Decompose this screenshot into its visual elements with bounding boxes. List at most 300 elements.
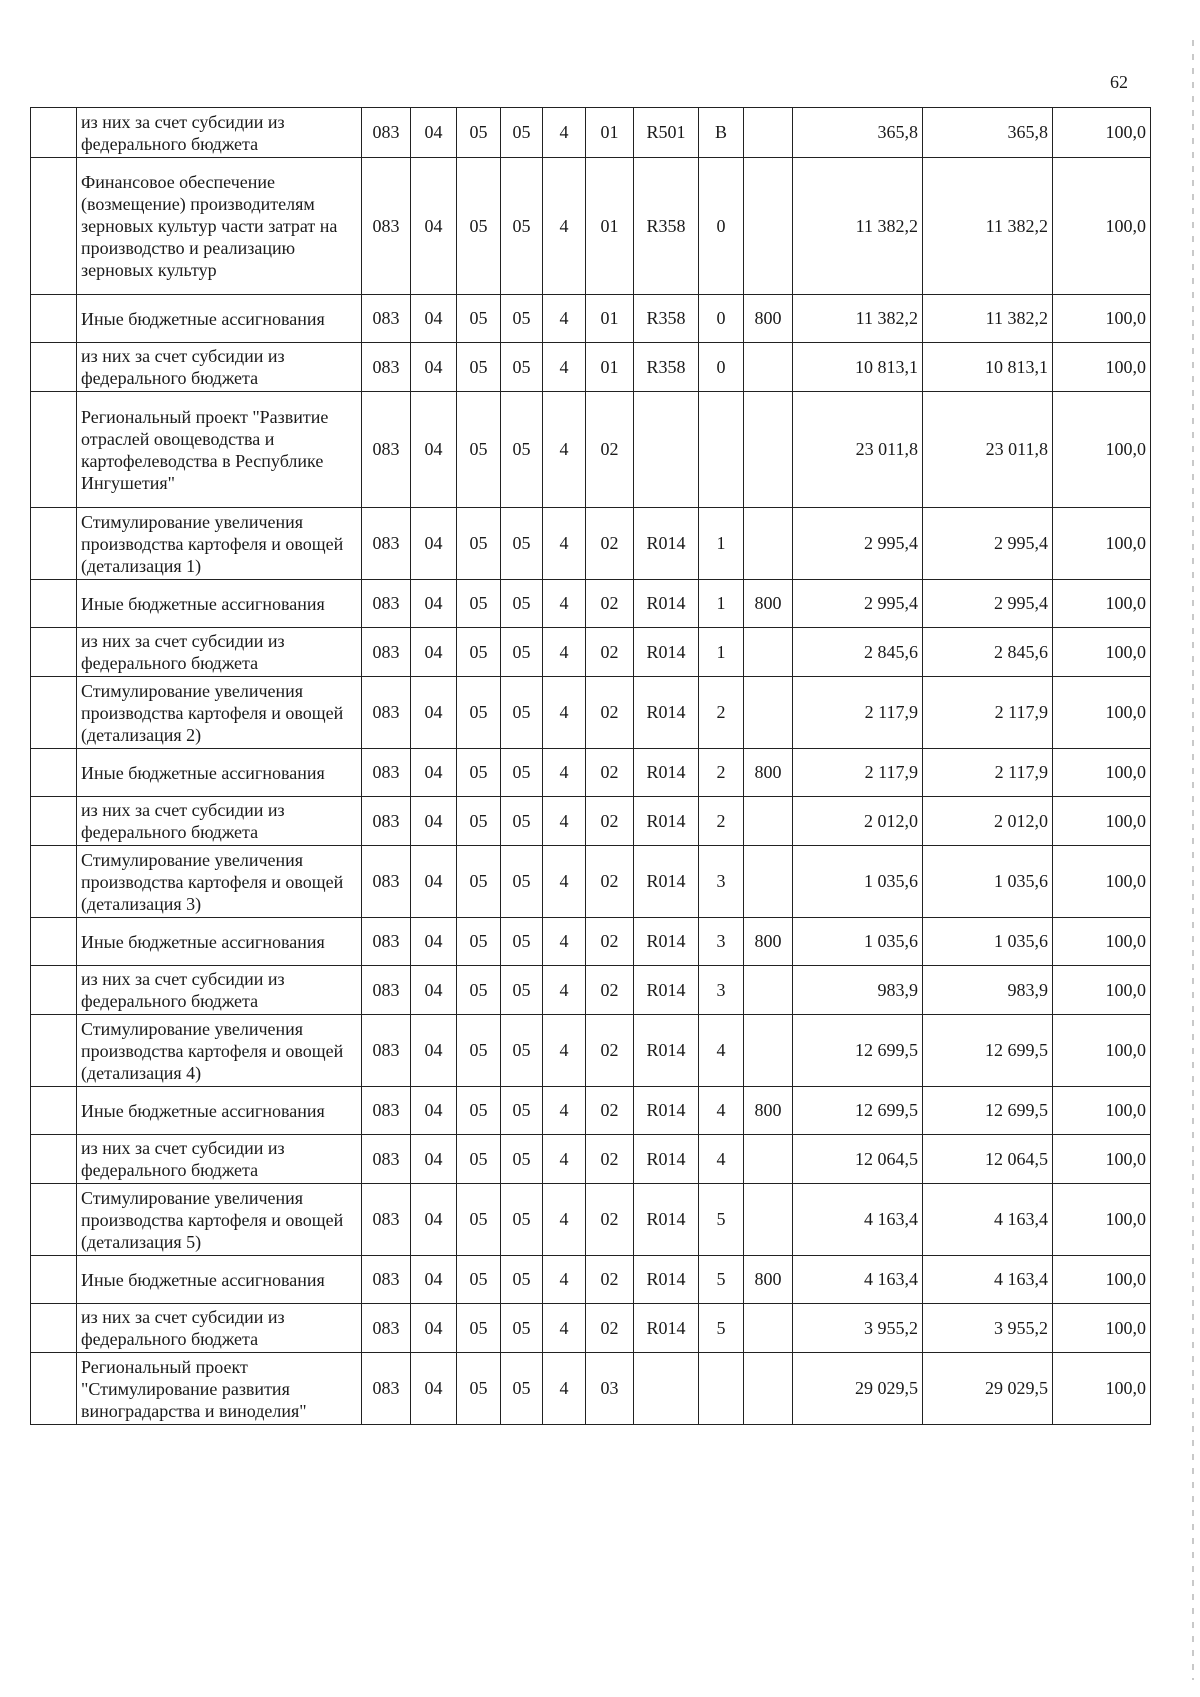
- row-percent-cell: 100,0: [1053, 918, 1151, 966]
- row-code-cell: 04: [411, 677, 457, 749]
- row-percent-cell: 100,0: [1053, 628, 1151, 677]
- row-code-cell: 02: [586, 749, 634, 797]
- row-code-cell: R014: [634, 749, 699, 797]
- row-code-cell: 02: [586, 846, 634, 918]
- row-plan-cell: 2 845,6: [793, 628, 923, 677]
- row-percent-cell: 100,0: [1053, 295, 1151, 343]
- row-code-cell: 02: [586, 1256, 634, 1304]
- row-code-cell: 02: [586, 1087, 634, 1135]
- row-code-cell: 04: [411, 1184, 457, 1256]
- row-code-cell: [744, 1015, 793, 1087]
- row-code-cell: 05: [457, 158, 501, 295]
- row-executed-cell: 2 117,9: [923, 677, 1053, 749]
- row-percent-cell: 100,0: [1053, 392, 1151, 508]
- table-row: [31, 628, 1151, 677]
- row-code-cell: R014: [634, 1184, 699, 1256]
- row-code-cell: R014: [634, 918, 699, 966]
- row-code-cell: 4: [543, 108, 586, 158]
- row-code-cell: [744, 158, 793, 295]
- row-code-cell: 05: [501, 580, 543, 628]
- row-code-cell: 03: [586, 1353, 634, 1425]
- table-row: [31, 797, 1151, 846]
- row-plan-cell: 2 995,4: [793, 580, 923, 628]
- table-row: [31, 966, 1151, 1015]
- row-plan-cell: 12 699,5: [793, 1087, 923, 1135]
- row-code-cell: 02: [586, 580, 634, 628]
- row-percent-cell: 100,0: [1053, 1256, 1151, 1304]
- row-code-cell: 05: [457, 749, 501, 797]
- row-blank-cell: [31, 1353, 77, 1425]
- row-code-cell: R358: [634, 295, 699, 343]
- row-blank-cell: [31, 158, 77, 295]
- row-executed-cell: 365,8: [923, 108, 1053, 158]
- row-code-cell: 800: [744, 749, 793, 797]
- row-executed-cell: 2 117,9: [923, 749, 1053, 797]
- row-code-cell: 05: [501, 1304, 543, 1353]
- row-name-cell: Стимулирование увеличения производства картофеля и овощей (детализация 5): [77, 1184, 362, 1256]
- row-code-cell: 05: [501, 918, 543, 966]
- row-code-cell: 4: [543, 392, 586, 508]
- row-blank-cell: [31, 1087, 77, 1135]
- row-code-cell: 2: [699, 749, 744, 797]
- row-code-cell: 02: [586, 966, 634, 1015]
- row-name-cell: из них за счет субсидии из федерального бюджета: [77, 628, 362, 677]
- row-executed-cell: 1 035,6: [923, 846, 1053, 918]
- row-code-cell: [744, 108, 793, 158]
- row-name-cell: Иные бюджетные ассигнования: [77, 918, 362, 966]
- row-blank-cell: [31, 846, 77, 918]
- row-code-cell: 083: [362, 508, 411, 580]
- row-code-cell: 04: [411, 158, 457, 295]
- row-code-cell: 0: [699, 158, 744, 295]
- row-name-cell: Финансовое обеспечение (возмещение) производителям зерновых культур части затрат на производство и реализацию зерновых культур: [77, 158, 362, 295]
- row-code-cell: 02: [586, 628, 634, 677]
- row-code-cell: 05: [457, 846, 501, 918]
- row-code-cell: 05: [457, 1184, 501, 1256]
- row-code-cell: R358: [634, 343, 699, 392]
- row-code-cell: 2: [699, 677, 744, 749]
- row-code-cell: 05: [457, 1135, 501, 1184]
- table-row: [31, 1304, 1151, 1353]
- row-code-cell: [699, 392, 744, 508]
- row-code-cell: R014: [634, 966, 699, 1015]
- row-blank-cell: [31, 295, 77, 343]
- row-code-cell: 083: [362, 918, 411, 966]
- row-code-cell: [744, 628, 793, 677]
- row-code-cell: 04: [411, 1256, 457, 1304]
- row-executed-cell: 11 382,2: [923, 158, 1053, 295]
- budget-table-body: [31, 108, 1151, 1425]
- row-code-cell: 083: [362, 158, 411, 295]
- row-code-cell: 04: [411, 1135, 457, 1184]
- row-executed-cell: 29 029,5: [923, 1353, 1053, 1425]
- row-code-cell: [744, 1135, 793, 1184]
- row-executed-cell: 3 955,2: [923, 1304, 1053, 1353]
- table-row: [31, 508, 1151, 580]
- row-code-cell: 800: [744, 295, 793, 343]
- row-code-cell: R014: [634, 846, 699, 918]
- row-code-cell: 05: [457, 797, 501, 846]
- row-code-cell: 02: [586, 392, 634, 508]
- row-name-cell: Иные бюджетные ассигнования: [77, 580, 362, 628]
- row-name-cell: из них за счет субсидии из федерального бюджета: [77, 966, 362, 1015]
- row-code-cell: 5: [699, 1256, 744, 1304]
- row-plan-cell: 365,8: [793, 108, 923, 158]
- row-blank-cell: [31, 508, 77, 580]
- row-name-cell: из них за счет субсидии из федерального бюджета: [77, 108, 362, 158]
- table-row: [31, 295, 1151, 343]
- row-executed-cell: 2 995,4: [923, 508, 1053, 580]
- row-code-cell: 4: [543, 1304, 586, 1353]
- row-percent-cell: 100,0: [1053, 1184, 1151, 1256]
- table-row: [31, 108, 1151, 158]
- row-name-cell: Иные бюджетные ассигнования: [77, 749, 362, 797]
- row-code-cell: 05: [457, 580, 501, 628]
- row-name-cell: Стимулирование увеличения производства картофеля и овощей (детализация 4): [77, 1015, 362, 1087]
- row-plan-cell: 983,9: [793, 966, 923, 1015]
- row-code-cell: 04: [411, 846, 457, 918]
- row-blank-cell: [31, 108, 77, 158]
- row-code-cell: [699, 1353, 744, 1425]
- row-name-cell: Иные бюджетные ассигнования: [77, 1256, 362, 1304]
- row-blank-cell: [31, 1135, 77, 1184]
- row-code-cell: [744, 797, 793, 846]
- row-percent-cell: 100,0: [1053, 966, 1151, 1015]
- row-code-cell: 02: [586, 508, 634, 580]
- row-code-cell: 04: [411, 749, 457, 797]
- row-code-cell: 04: [411, 1087, 457, 1135]
- row-code-cell: 4: [543, 628, 586, 677]
- row-code-cell: 04: [411, 392, 457, 508]
- row-executed-cell: 2 845,6: [923, 628, 1053, 677]
- row-code-cell: R014: [634, 677, 699, 749]
- row-code-cell: R014: [634, 1256, 699, 1304]
- row-code-cell: 4: [543, 580, 586, 628]
- row-code-cell: В: [699, 108, 744, 158]
- row-executed-cell: 983,9: [923, 966, 1053, 1015]
- table-row: [31, 677, 1151, 749]
- row-code-cell: 3: [699, 918, 744, 966]
- row-percent-cell: 100,0: [1053, 797, 1151, 846]
- row-code-cell: 4: [699, 1015, 744, 1087]
- row-code-cell: R014: [634, 1015, 699, 1087]
- row-blank-cell: [31, 1015, 77, 1087]
- row-executed-cell: 1 035,6: [923, 918, 1053, 966]
- row-code-cell: [744, 392, 793, 508]
- row-plan-cell: 2 012,0: [793, 797, 923, 846]
- row-code-cell: R014: [634, 797, 699, 846]
- row-code-cell: 04: [411, 1015, 457, 1087]
- row-percent-cell: 100,0: [1053, 1304, 1151, 1353]
- row-code-cell: 04: [411, 343, 457, 392]
- row-code-cell: 05: [457, 1015, 501, 1087]
- row-blank-cell: [31, 966, 77, 1015]
- row-plan-cell: 2 117,9: [793, 677, 923, 749]
- row-code-cell: [744, 1304, 793, 1353]
- row-executed-cell: 4 163,4: [923, 1184, 1053, 1256]
- row-code-cell: 4: [543, 295, 586, 343]
- row-code-cell: R014: [634, 1087, 699, 1135]
- row-code-cell: 05: [457, 1353, 501, 1425]
- row-code-cell: 05: [457, 392, 501, 508]
- table-row: [31, 1353, 1151, 1425]
- row-name-cell: Иные бюджетные ассигнования: [77, 295, 362, 343]
- row-plan-cell: 12 064,5: [793, 1135, 923, 1184]
- row-code-cell: 083: [362, 846, 411, 918]
- row-name-cell: из них за счет субсидии из федерального бюджета: [77, 1135, 362, 1184]
- row-plan-cell: 10 813,1: [793, 343, 923, 392]
- table-row: [31, 1135, 1151, 1184]
- row-code-cell: 05: [501, 1184, 543, 1256]
- row-name-cell: Региональный проект "Стимулирование развития виноградарства и виноделия": [77, 1353, 362, 1425]
- scan-edge-decoration: [1192, 40, 1194, 1680]
- row-code-cell: 083: [362, 1184, 411, 1256]
- row-code-cell: R501: [634, 108, 699, 158]
- row-name-cell: Региональный проект "Развитие отраслей овощеводства и картофелеводства в Республике Ингушетия": [77, 392, 362, 508]
- row-blank-cell: [31, 749, 77, 797]
- row-percent-cell: 100,0: [1053, 580, 1151, 628]
- row-code-cell: 0: [699, 343, 744, 392]
- row-name-cell: из них за счет субсидии из федерального бюджета: [77, 1304, 362, 1353]
- row-code-cell: 04: [411, 628, 457, 677]
- table-row: [31, 1184, 1151, 1256]
- row-code-cell: 083: [362, 628, 411, 677]
- row-code-cell: 0: [699, 295, 744, 343]
- row-code-cell: 05: [457, 1256, 501, 1304]
- row-code-cell: 05: [457, 918, 501, 966]
- row-code-cell: 02: [586, 1304, 634, 1353]
- row-percent-cell: 100,0: [1053, 343, 1151, 392]
- row-percent-cell: 100,0: [1053, 158, 1151, 295]
- row-code-cell: 05: [501, 158, 543, 295]
- row-code-cell: 083: [362, 295, 411, 343]
- row-code-cell: 05: [501, 1135, 543, 1184]
- row-plan-cell: 29 029,5: [793, 1353, 923, 1425]
- row-code-cell: 083: [362, 1087, 411, 1135]
- row-name-cell: Иные бюджетные ассигнования: [77, 1087, 362, 1135]
- row-code-cell: 05: [457, 108, 501, 158]
- table-row: [31, 1256, 1151, 1304]
- row-code-cell: [634, 1353, 699, 1425]
- row-code-cell: 4: [543, 918, 586, 966]
- row-code-cell: 05: [501, 108, 543, 158]
- row-blank-cell: [31, 797, 77, 846]
- row-blank-cell: [31, 628, 77, 677]
- row-code-cell: [744, 508, 793, 580]
- row-name-cell: Стимулирование увеличения производства картофеля и овощей (детализация 3): [77, 846, 362, 918]
- row-code-cell: 5: [699, 1184, 744, 1256]
- row-plan-cell: 4 163,4: [793, 1256, 923, 1304]
- row-code-cell: 04: [411, 1353, 457, 1425]
- row-plan-cell: 12 699,5: [793, 1015, 923, 1087]
- row-code-cell: 1: [699, 508, 744, 580]
- table-row: [31, 343, 1151, 392]
- table-row: [31, 1015, 1151, 1087]
- row-code-cell: 083: [362, 1353, 411, 1425]
- table-row: [31, 846, 1151, 918]
- row-executed-cell: 12 064,5: [923, 1135, 1053, 1184]
- row-code-cell: 05: [501, 628, 543, 677]
- row-code-cell: 4: [699, 1087, 744, 1135]
- row-code-cell: 800: [744, 1256, 793, 1304]
- table-row: [31, 749, 1151, 797]
- row-code-cell: 4: [543, 508, 586, 580]
- row-code-cell: 04: [411, 580, 457, 628]
- row-code-cell: 04: [411, 797, 457, 846]
- row-code-cell: 05: [501, 797, 543, 846]
- row-executed-cell: 2 012,0: [923, 797, 1053, 846]
- row-code-cell: 083: [362, 580, 411, 628]
- row-executed-cell: 10 813,1: [923, 343, 1053, 392]
- row-code-cell: 083: [362, 392, 411, 508]
- row-code-cell: 083: [362, 108, 411, 158]
- row-code-cell: 05: [457, 1304, 501, 1353]
- row-code-cell: 05: [501, 1087, 543, 1135]
- row-code-cell: 05: [501, 966, 543, 1015]
- row-code-cell: 04: [411, 295, 457, 343]
- row-blank-cell: [31, 1256, 77, 1304]
- row-code-cell: 05: [501, 392, 543, 508]
- row-code-cell: 05: [501, 508, 543, 580]
- row-code-cell: 083: [362, 1256, 411, 1304]
- row-plan-cell: 23 011,8: [793, 392, 923, 508]
- row-blank-cell: [31, 677, 77, 749]
- row-blank-cell: [31, 392, 77, 508]
- row-code-cell: 02: [586, 1135, 634, 1184]
- row-code-cell: 4: [543, 1015, 586, 1087]
- row-code-cell: 01: [586, 108, 634, 158]
- row-code-cell: 04: [411, 966, 457, 1015]
- row-code-cell: 083: [362, 1135, 411, 1184]
- row-executed-cell: 23 011,8: [923, 392, 1053, 508]
- row-code-cell: 05: [457, 966, 501, 1015]
- row-code-cell: 3: [699, 966, 744, 1015]
- row-code-cell: 083: [362, 749, 411, 797]
- row-code-cell: 4: [543, 1135, 586, 1184]
- row-code-cell: 083: [362, 677, 411, 749]
- row-code-cell: [744, 343, 793, 392]
- row-code-cell: 2: [699, 797, 744, 846]
- row-code-cell: 04: [411, 918, 457, 966]
- table-row: [31, 918, 1151, 966]
- row-code-cell: 05: [457, 677, 501, 749]
- row-percent-cell: 100,0: [1053, 846, 1151, 918]
- row-blank-cell: [31, 1184, 77, 1256]
- row-code-cell: R358: [634, 158, 699, 295]
- row-code-cell: 4: [543, 749, 586, 797]
- row-code-cell: 05: [501, 295, 543, 343]
- row-code-cell: R014: [634, 508, 699, 580]
- row-code-cell: 4: [543, 797, 586, 846]
- row-code-cell: 4: [543, 343, 586, 392]
- row-code-cell: 01: [586, 343, 634, 392]
- row-percent-cell: 100,0: [1053, 1135, 1151, 1184]
- table-row: [31, 392, 1151, 508]
- row-code-cell: 05: [457, 343, 501, 392]
- row-code-cell: 083: [362, 1304, 411, 1353]
- row-code-cell: R014: [634, 580, 699, 628]
- row-plan-cell: 11 382,2: [793, 295, 923, 343]
- row-executed-cell: 12 699,5: [923, 1015, 1053, 1087]
- row-code-cell: [634, 392, 699, 508]
- table-row: [31, 1087, 1151, 1135]
- row-blank-cell: [31, 918, 77, 966]
- row-plan-cell: 11 382,2: [793, 158, 923, 295]
- row-plan-cell: 2 995,4: [793, 508, 923, 580]
- row-blank-cell: [31, 343, 77, 392]
- row-code-cell: 3: [699, 846, 744, 918]
- row-code-cell: 01: [586, 158, 634, 295]
- row-code-cell: 01: [586, 295, 634, 343]
- row-blank-cell: [31, 1304, 77, 1353]
- row-blank-cell: [31, 580, 77, 628]
- page-number: 62: [1110, 72, 1128, 92]
- row-code-cell: 05: [501, 846, 543, 918]
- row-plan-cell: 4 163,4: [793, 1184, 923, 1256]
- row-code-cell: 05: [457, 295, 501, 343]
- row-code-cell: 083: [362, 966, 411, 1015]
- row-percent-cell: 100,0: [1053, 1087, 1151, 1135]
- row-code-cell: 083: [362, 343, 411, 392]
- row-code-cell: 4: [543, 966, 586, 1015]
- row-executed-cell: 4 163,4: [923, 1256, 1053, 1304]
- row-code-cell: 02: [586, 677, 634, 749]
- row-code-cell: 800: [744, 1087, 793, 1135]
- row-code-cell: 04: [411, 108, 457, 158]
- row-percent-cell: 100,0: [1053, 108, 1151, 158]
- row-code-cell: 02: [586, 1184, 634, 1256]
- table-row: [31, 580, 1151, 628]
- row-percent-cell: 100,0: [1053, 508, 1151, 580]
- row-code-cell: 02: [586, 918, 634, 966]
- row-code-cell: 800: [744, 918, 793, 966]
- row-code-cell: 4: [543, 1087, 586, 1135]
- row-code-cell: 05: [501, 343, 543, 392]
- row-code-cell: 4: [543, 846, 586, 918]
- row-code-cell: 02: [586, 1015, 634, 1087]
- row-percent-cell: 100,0: [1053, 1353, 1151, 1425]
- row-code-cell: 05: [457, 508, 501, 580]
- row-code-cell: 083: [362, 797, 411, 846]
- row-code-cell: 04: [411, 508, 457, 580]
- row-name-cell: Стимулирование увеличения производства картофеля и овощей (детализация 1): [77, 508, 362, 580]
- row-code-cell: 4: [543, 158, 586, 295]
- budget-table: [30, 107, 1151, 1425]
- row-code-cell: 05: [501, 1353, 543, 1425]
- row-percent-cell: 100,0: [1053, 677, 1151, 749]
- row-code-cell: R014: [634, 1135, 699, 1184]
- row-plan-cell: 2 117,9: [793, 749, 923, 797]
- row-code-cell: [744, 1353, 793, 1425]
- row-code-cell: [744, 846, 793, 918]
- row-code-cell: R014: [634, 1304, 699, 1353]
- row-code-cell: 4: [543, 677, 586, 749]
- row-code-cell: 4: [543, 1256, 586, 1304]
- row-code-cell: 04: [411, 1304, 457, 1353]
- row-code-cell: [744, 966, 793, 1015]
- row-code-cell: 4: [543, 1184, 586, 1256]
- row-code-cell: 05: [457, 628, 501, 677]
- row-code-cell: 5: [699, 1304, 744, 1353]
- row-code-cell: 05: [501, 1015, 543, 1087]
- row-code-cell: [744, 677, 793, 749]
- row-code-cell: 800: [744, 580, 793, 628]
- table-row: [31, 158, 1151, 295]
- row-code-cell: 1: [699, 628, 744, 677]
- row-name-cell: Стимулирование увеличения производства картофеля и овощей (детализация 2): [77, 677, 362, 749]
- row-executed-cell: 12 699,5: [923, 1087, 1053, 1135]
- row-code-cell: 05: [501, 677, 543, 749]
